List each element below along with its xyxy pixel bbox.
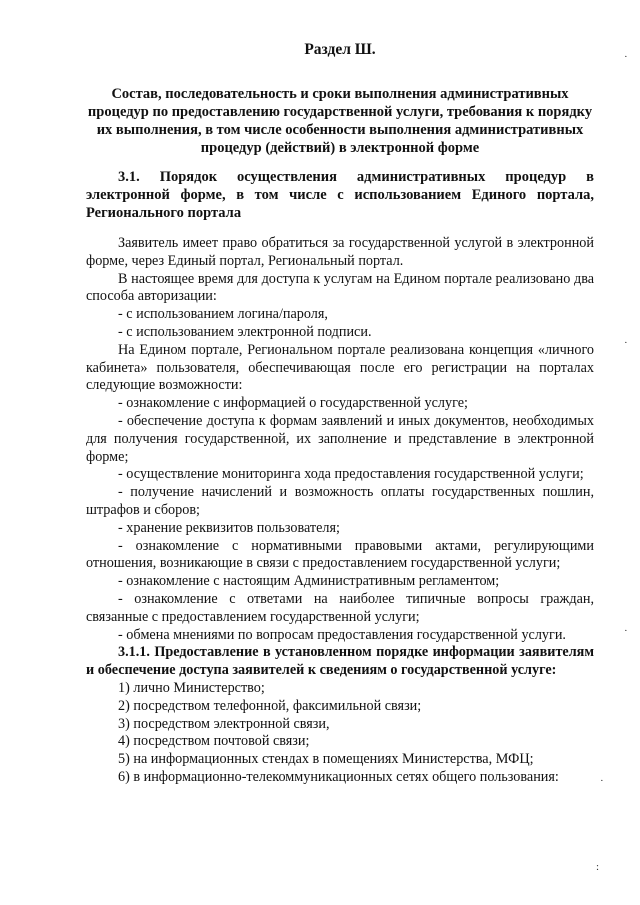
list-item: - ознакомление с ответами на наиболее типичные вопросы граждан, связанные с предоставлением государственной услуги; xyxy=(86,590,594,625)
list-item: - ознакомление с настоящим Административным регламентом; xyxy=(118,573,500,590)
clause-heading xyxy=(86,644,594,680)
list-item: - получение начислений и возможность оплаты государственных пошлин, штрафов и сборов; xyxy=(86,484,594,518)
paragraph: Заявитель имеет право обратиться за государственной услугой в электронной форме, через Единый портал, Региональный портал. xyxy=(86,235,594,269)
subsection-title: Порядок осуществления административных процедур в электронной форме, в том числе с использованием Единого портала, Регионального портала xyxy=(86,169,594,221)
paragraph: В настоящее время для доступа к услугам на Едином портале реализовано два способа авторизации: xyxy=(86,270,594,305)
clause-item: 5) на информационных стендах в помещениях Министерства, МФЦ; xyxy=(118,751,534,768)
scan-speck: · xyxy=(624,51,628,63)
main-heading: Состав, последовательность и сроки выполнения административных процедур по предоставлению государственной услуги, требования к порядку их выполнения, в том числе особенности выполнения административных процедур (действий) в электронной форме xyxy=(87,86,593,156)
subsection-number: 3.1. xyxy=(118,169,140,185)
list-item: - ознакомление с нормативными правовыми актами, регулирующими отношения, возникающие в связи с предоставлением государственной услуги; xyxy=(86,537,594,572)
list-item: - осуществление мониторинга хода предоставления государственной услуги; xyxy=(118,466,584,483)
paragraph: На Едином портале, Региональном портале реализована концепция «личного кабинета» пользователя, обеспечивающая после его регистрации на порталах следующие возможности: xyxy=(86,341,594,394)
list-item: - ознакомление с информацией о государственной услуге; xyxy=(118,395,468,412)
clause-item: 3) посредством электронной связи, xyxy=(118,715,330,732)
scan-speck: : xyxy=(596,861,600,873)
clause-title: Предоставление в установленном порядке информации заявителям и обеспечение доступа заявителей к сведениям о государственной услуге: xyxy=(86,644,595,679)
scan-speck: · xyxy=(600,775,604,787)
list-item: - обеспечение доступа к формам заявлений и иных документов, необходимых для получения государственной, их заполнение и представление в электронной форме; xyxy=(86,412,594,465)
scan-speck: · xyxy=(624,337,628,349)
clause-item: 4) посредством почтовой связи; xyxy=(118,733,310,750)
scan-speck: · xyxy=(624,625,628,637)
clause-item: 6) в информационно-телекоммуникационных сетях общего пользования: xyxy=(118,768,559,785)
clause-number: 3.1.1. xyxy=(118,644,150,661)
document-body xyxy=(86,235,594,787)
list-item: - хранение реквизитов пользователя; xyxy=(118,519,340,536)
list-item: - обмена мнениями по вопросам предоставления государственной услуги. xyxy=(118,626,566,643)
list-item: - с использованием электронной подписи. xyxy=(118,323,372,340)
clause-item: 2) посредством телефонной, факсимильной связи; xyxy=(118,697,422,714)
list-item: - с использованием логина/пароля, xyxy=(118,306,328,323)
section-title: Раздел Ш. xyxy=(304,41,376,58)
clause-item: 1) лично Министерство; xyxy=(118,679,265,696)
subsection-heading xyxy=(86,168,594,222)
